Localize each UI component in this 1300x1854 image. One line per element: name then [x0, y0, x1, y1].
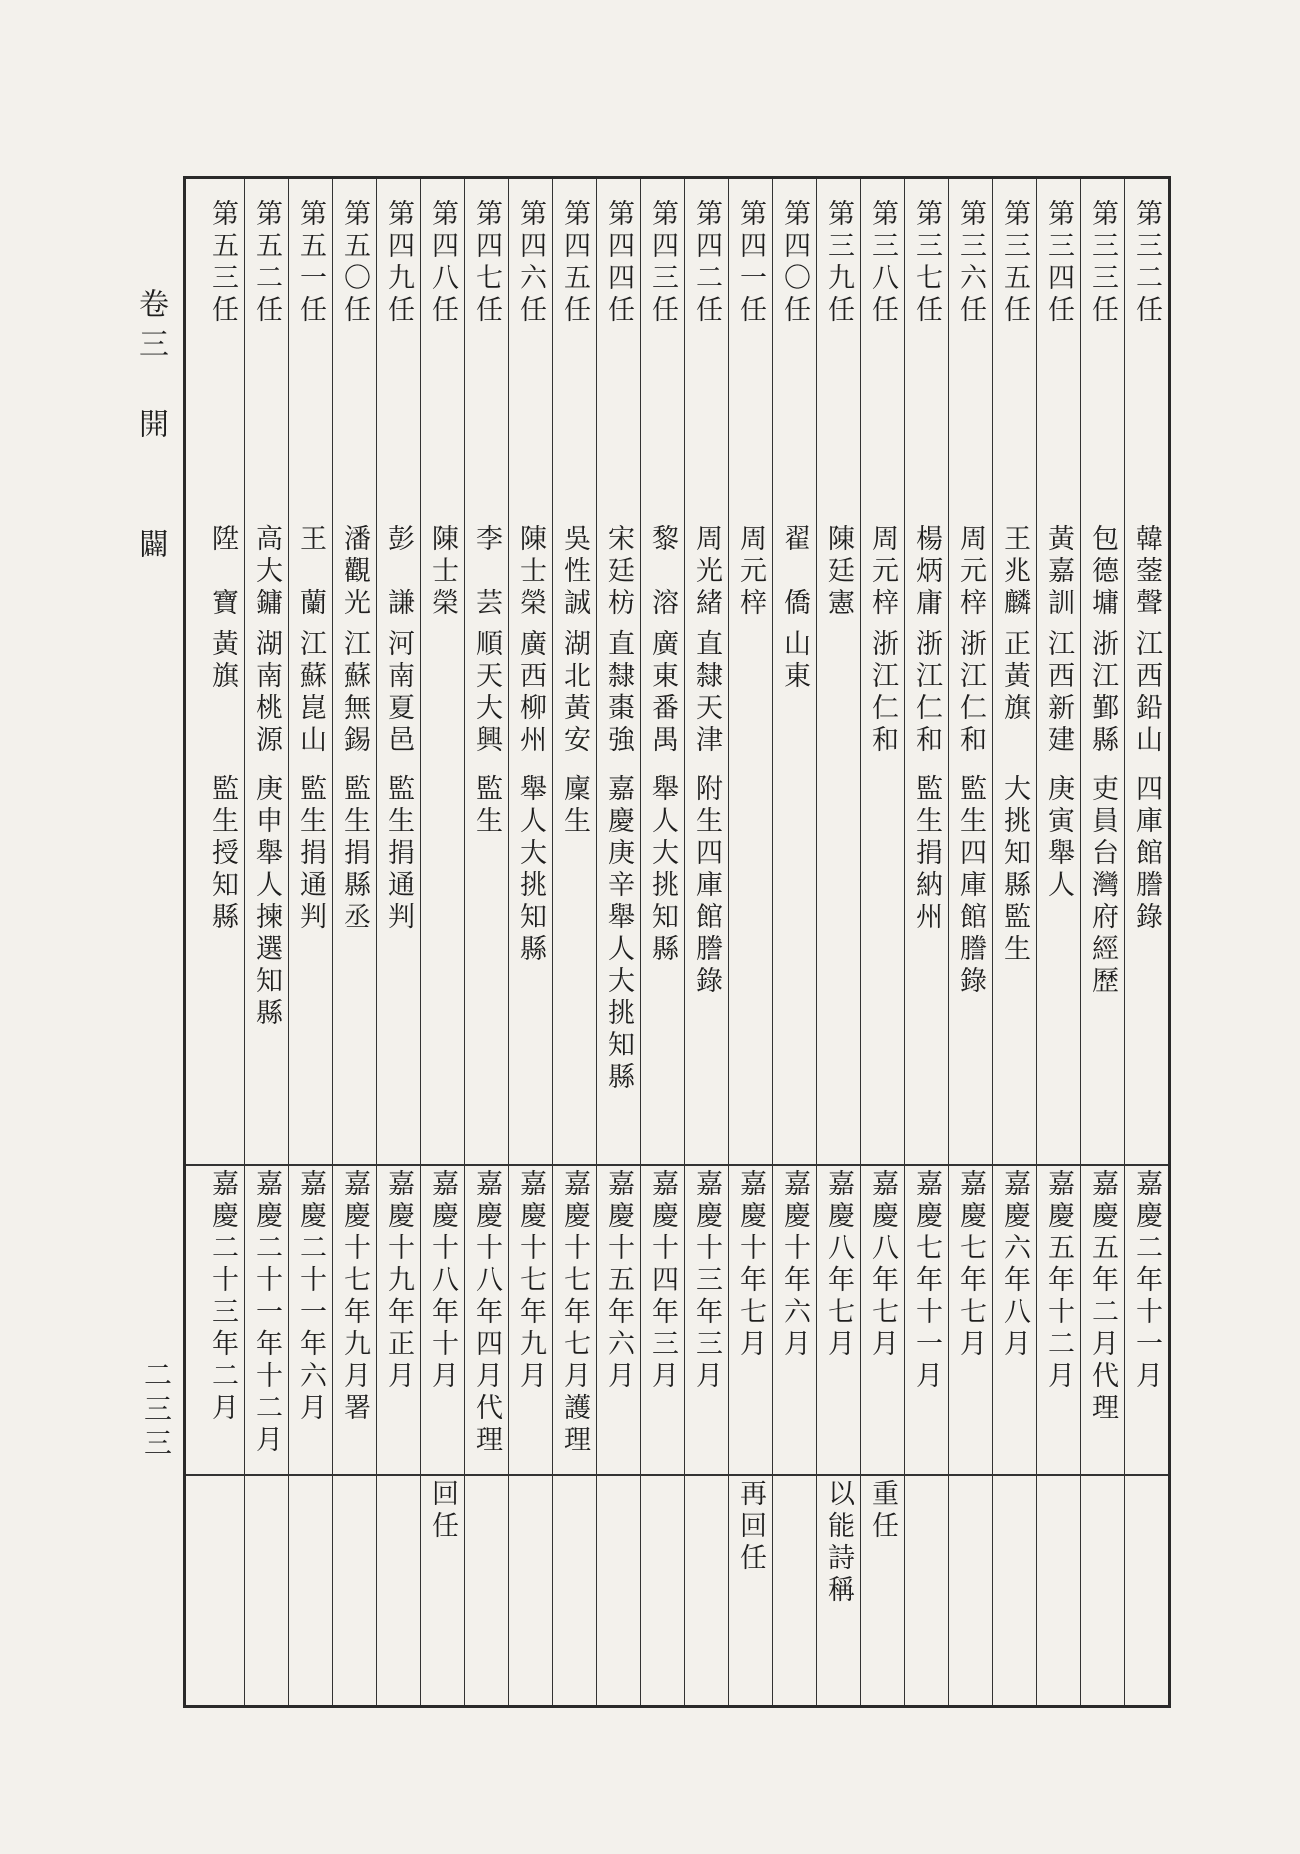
remark: 以能詩稱	[823, 1479, 854, 1607]
native-place	[729, 629, 772, 774]
qualification: 附生四庫館謄錄	[691, 774, 722, 998]
table-column	[904, 179, 948, 1705]
remark: 回任	[427, 1479, 458, 1543]
official-name: 包德墉	[1087, 524, 1118, 620]
official-name: 潘觀光	[339, 524, 370, 620]
tenure-rank: 第三九任	[823, 199, 854, 327]
qualification: 廩生	[559, 774, 590, 838]
tenure-rank: 第四一任	[735, 199, 766, 327]
native-place: 湖北黃安	[559, 629, 590, 757]
remark	[949, 1479, 992, 1699]
official-name: 宋廷枋	[603, 524, 634, 620]
remark	[597, 1479, 640, 1699]
chapter-label: 卷三	[133, 288, 168, 368]
native-place: 直隸棗強	[603, 629, 634, 757]
remark	[1081, 1479, 1124, 1699]
official-name: 黃嘉訓	[1043, 524, 1074, 620]
qualification: 吏員台灣府經歷	[1087, 774, 1118, 998]
tenure-rank: 第四八任	[427, 199, 458, 327]
appointment-date: 嘉慶十年六月	[779, 1169, 810, 1361]
table-column	[640, 179, 684, 1705]
tenure-rank: 第三四任	[1043, 199, 1074, 327]
native-place: 江西鉛山	[1131, 629, 1162, 757]
native-place: 江西新建	[1043, 629, 1074, 757]
table-column	[200, 179, 244, 1705]
table-column	[420, 179, 464, 1705]
section-label-2: 闢	[133, 528, 168, 568]
table-column	[1080, 179, 1124, 1705]
remark	[289, 1479, 332, 1699]
qualification: 大挑知縣監生	[999, 774, 1030, 966]
remark: 重任	[867, 1479, 898, 1543]
tenure-rank: 第四七任	[471, 199, 502, 327]
native-place: 順天大興	[471, 629, 502, 757]
table-column	[992, 179, 1036, 1705]
official-name: 陳士榮	[427, 524, 458, 620]
qualification: 監生捐通判	[383, 774, 414, 934]
table-column	[948, 179, 992, 1705]
table-column	[772, 179, 816, 1705]
qualification: 監生	[471, 774, 502, 838]
official-name: 周元梓	[955, 524, 986, 620]
native-place: 直隸天津	[691, 629, 722, 757]
qualification: 庚寅舉人	[1043, 774, 1074, 902]
qualification: 庚申舉人揀選知縣	[251, 774, 282, 1030]
qualification: 監生四庫館謄錄	[955, 774, 986, 998]
official-name: 楊炳庸	[911, 524, 942, 620]
appointment-date: 嘉慶五年十二月	[1043, 1169, 1074, 1393]
tenure-rank: 第四五任	[559, 199, 590, 327]
appointment-date: 嘉慶十三年三月	[691, 1169, 722, 1393]
native-place	[421, 629, 464, 774]
tenure-rank: 第三五任	[999, 199, 1030, 327]
qualification	[817, 774, 860, 1169]
official-name: 彭 謙	[383, 524, 414, 620]
native-place: 江蘇崑山	[295, 629, 326, 757]
appointment-date: 嘉慶八年七月	[823, 1169, 854, 1361]
remark	[1125, 1479, 1168, 1699]
qualification	[421, 774, 464, 1169]
official-name: 韓蓥聲	[1131, 524, 1162, 620]
tenure-rank: 第三二任	[1131, 199, 1162, 327]
qualification: 監生捐通判	[295, 774, 326, 934]
remark	[509, 1479, 552, 1699]
tenure-rank: 第四九任	[383, 199, 414, 327]
appointment-date: 嘉慶二十一年六月	[295, 1169, 326, 1425]
remark	[1037, 1479, 1080, 1699]
section-label: 開	[133, 408, 168, 448]
tenure-rank: 第五二任	[251, 199, 282, 327]
native-place: 浙江仁和	[955, 629, 986, 757]
remark	[905, 1479, 948, 1699]
qualification: 舉人大挑知縣	[647, 774, 678, 966]
table-column	[596, 179, 640, 1705]
tenure-rank: 第四二任	[691, 199, 722, 327]
chapter-heading	[128, 288, 172, 568]
appointment-date: 嘉慶五年二月代理	[1087, 1169, 1118, 1425]
remark	[685, 1479, 728, 1699]
remark: 再回任	[735, 1479, 766, 1575]
tenure-rank: 第三六任	[955, 199, 986, 327]
official-name: 王 蘭	[295, 524, 326, 620]
native-place: 山東	[779, 629, 810, 693]
official-name: 翟 僑	[779, 524, 810, 620]
remark	[465, 1479, 508, 1699]
table-column	[288, 179, 332, 1705]
table-column	[860, 179, 904, 1705]
qualification: 監生捐縣丞	[339, 774, 370, 934]
remark	[641, 1479, 684, 1699]
tenure-rank: 第四四任	[603, 199, 634, 327]
appointment-date: 嘉慶七年七月	[955, 1169, 986, 1361]
remark	[200, 1479, 244, 1699]
tenure-rank: 第四三任	[647, 199, 678, 327]
tenure-rank: 第三八任	[867, 199, 898, 327]
remark	[377, 1479, 420, 1699]
remark	[553, 1479, 596, 1699]
qualification: 四庫館謄錄	[1131, 774, 1162, 934]
remark	[333, 1479, 376, 1699]
appointment-date: 嘉慶六年八月	[999, 1169, 1030, 1361]
table-column	[728, 179, 772, 1705]
appointment-date: 嘉慶二年十一月	[1131, 1169, 1162, 1393]
table-column	[684, 179, 728, 1705]
tenure-rank: 第五〇任	[339, 199, 370, 327]
qualification: 監生捐納州	[911, 774, 942, 934]
appointment-date: 嘉慶十五年六月	[603, 1169, 634, 1393]
official-name: 陞 寶	[207, 524, 238, 620]
native-place: 浙江鄞縣	[1087, 629, 1118, 757]
native-place: 浙江仁和	[911, 629, 942, 757]
native-place: 黃旗	[207, 629, 238, 693]
official-name: 王兆麟	[999, 524, 1030, 620]
remark	[773, 1479, 816, 1699]
table-column	[1124, 179, 1168, 1705]
qualification	[729, 774, 772, 1169]
tenure-rank: 第三七任	[911, 199, 942, 327]
native-place: 江蘇無錫	[339, 629, 370, 757]
table-column	[332, 179, 376, 1705]
official-name: 周光緒	[691, 524, 722, 620]
official-name: 高大鏞	[251, 524, 282, 620]
native-place: 廣東番禺	[647, 629, 678, 757]
tenure-rank: 第四六任	[515, 199, 546, 327]
table-column	[376, 179, 420, 1705]
appointment-date: 嘉慶二十三年二月	[207, 1169, 238, 1425]
qualification	[861, 774, 904, 1169]
tenure-rank: 第三三任	[1087, 199, 1118, 327]
official-name: 陳士榮	[515, 524, 546, 620]
native-place: 浙江仁和	[867, 629, 898, 757]
appointment-date: 嘉慶十八年十月	[427, 1169, 458, 1393]
official-name: 周元梓	[867, 524, 898, 620]
table-column	[508, 179, 552, 1705]
official-name: 陳廷憲	[823, 524, 854, 620]
native-place: 河南夏邑	[383, 629, 414, 757]
native-place: 正黃旗	[999, 629, 1030, 725]
appointment-date: 嘉慶十四年三月	[647, 1169, 678, 1393]
table-column	[816, 179, 860, 1705]
remark	[245, 1479, 288, 1699]
appointment-date: 嘉慶十七年七月護理	[559, 1169, 590, 1457]
officials-table	[183, 176, 1171, 1708]
qualification: 監生授知縣	[207, 774, 238, 934]
table-column	[464, 179, 508, 1705]
table-column	[1036, 179, 1080, 1705]
official-name: 周元梓	[735, 524, 766, 620]
qualification	[773, 774, 816, 1169]
tenure-rank: 第四〇任	[779, 199, 810, 327]
page-number: 二三三	[140, 1360, 173, 1462]
appointment-date: 嘉慶十九年正月	[383, 1169, 414, 1393]
qualification: 嘉慶庚辛舉人大挑知縣	[603, 774, 634, 1094]
qualification: 舉人大挑知縣	[515, 774, 546, 966]
tenure-rank: 第五三任	[207, 199, 238, 327]
table-column	[244, 179, 288, 1705]
native-place	[817, 629, 860, 774]
appointment-date: 嘉慶七年十一月	[911, 1169, 942, 1393]
appointment-date: 嘉慶十七年九月	[515, 1169, 546, 1393]
table-column	[552, 179, 596, 1705]
native-place: 湖南桃源	[251, 629, 282, 757]
appointment-date: 嘉慶八年七月	[867, 1169, 898, 1361]
official-name: 李 芸	[471, 524, 502, 620]
native-place: 廣西柳州	[515, 629, 546, 757]
official-name: 黎 溶	[647, 524, 678, 620]
tenure-rank: 第五一任	[295, 199, 326, 327]
appointment-date: 嘉慶十年七月	[735, 1169, 766, 1361]
appointment-date: 嘉慶十八年四月代理	[471, 1169, 502, 1457]
remark	[993, 1479, 1036, 1699]
official-name: 吳性誠	[559, 524, 590, 620]
appointment-date: 嘉慶十七年九月署	[339, 1169, 370, 1425]
appointment-date: 嘉慶二十一年十二月	[251, 1169, 282, 1457]
